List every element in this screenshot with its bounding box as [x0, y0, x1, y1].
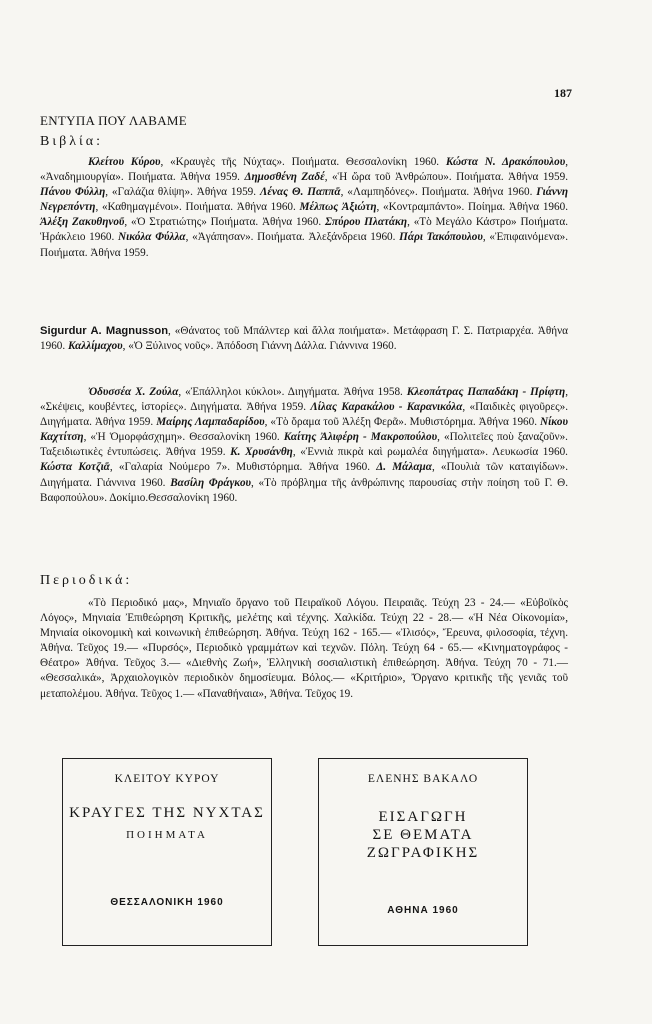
- entry-text: , «Γαλαρία Νούμερο 7». Μυθιστόρημα. Ἀθήνα 1960.: [109, 461, 377, 474]
- book-ad-kyrou: [62, 758, 272, 946]
- ad-subtitle: ΠΟΙΗΜΑΤΑ: [126, 829, 208, 841]
- author-name: Κ. Χρυσάνθη: [230, 446, 293, 459]
- books-paragraph-2: [40, 324, 568, 354]
- entry-text: , «Τὸ ὅραμα τοῦ Ἀλέξη Φερᾶ». Μυθιστόρημα. Ἀθήνα 1960.: [264, 416, 541, 429]
- ad-title-line-2: ΣΕ ΘΕΜΑΤΑ: [372, 827, 474, 843]
- books-heading: Βιβλία:: [40, 134, 104, 149]
- author-name: Μαίρης Λαμπαδαρίδου: [156, 416, 265, 429]
- author-name: Κώστα Ν. Δρακόπουλου: [445, 156, 566, 168]
- author-name: Νικόλα Φύλλα: [118, 231, 186, 244]
- author-name: Δημοσθένη Ζαδέ: [244, 171, 325, 184]
- author-name: Πάνου Φύλλη: [40, 186, 106, 199]
- author-name: Λένας Θ. Παππᾶ: [259, 186, 341, 199]
- entry-text: , «Ἐπάλληλοι κύκλοι». Διηγήματα. Ἀθήνα 1958.: [178, 386, 407, 398]
- entry-text: , «Λαμπηδόνες». Ποιήματα. Ἀθήνα 1960.: [340, 186, 537, 199]
- entry-text: , «Σκέψεις, κουβέντες, ἱστορίες». Διηγήματα. Ἀθήνα 1959.: [40, 386, 568, 414]
- author-name: Sigurdur A. Magnusson: [40, 325, 169, 337]
- entry-text: , «Ὁ Στρατιώτης» Ποιήματα. Ἀθήνα 1960.: [124, 216, 325, 229]
- ad-title: ΚΡΑΥΓΕΣ ΤΗΣ ΝΥΧΤΑΣ: [69, 805, 265, 821]
- entry-text: , «Ἐπιφαινόμενα». Ποιήματα. Ἀθήνα 1959.: [40, 231, 568, 259]
- author-name: Λίλας Καρακάλου - Καρανικόλα: [310, 401, 463, 414]
- entry-text: , «Ἡ ὥρα τοῦ Ἀνθρώπου». Ποιήματα. Ἀθήνα 1959.: [324, 171, 568, 184]
- ad-title-line-1: ΕΙΣΑΓΩΓΗ: [378, 809, 468, 825]
- entry-text: , «Ἐννιὰ πικρὰ καὶ ρωμαλέα διηγήματα». Λευκωσία 1960.: [292, 446, 568, 459]
- ad-place: ΑΘΗΝΑ 1960: [387, 905, 459, 916]
- ad-title-line-3: ΖΩΓΡΑΦΙΚΗΣ: [366, 845, 480, 861]
- author-name: Δ. Μάλαμα: [376, 461, 432, 474]
- books-paragraph-1: [40, 155, 568, 261]
- author-name: Ἀλέξη Ζακυθηνοῦ: [40, 216, 125, 229]
- entry-text: , «Ἀναδημιουργία». Ποιήματα. Ἀθήνα 1959.: [40, 156, 568, 184]
- entry-text: , «Κοντραμπάντο». Ποίημα. Ἀθήνα 1960.: [376, 201, 568, 214]
- ad-author: ΕΛΕΝΗΣ ΒΑΚΑΛΟ: [367, 773, 479, 785]
- entry-text: , «Πουλιὰ τῶν καταιγίδων». Διηγήματα. Γιάννινα 1960.: [40, 461, 569, 489]
- author-name: Πάρι Τακόπουλου: [399, 231, 483, 244]
- entry-text: , «Κραυγὲς τῆς Νύχτας». Ποιήματα. Θεσσαλονίκη 1960.: [160, 156, 446, 168]
- entry-text: , «Τὸ πρόβλημα τῆς ἀνθρώπινης παρουσίας στὴν ποίηση τοῦ Γ. Θ. Βαφοπούλου». Δοκίμιο.Θεσσαλονίκη 1960.: [40, 476, 568, 504]
- author-name: Βασίλη Φράγκου: [170, 476, 252, 489]
- author-name: Γιάννη Νεγρεπόντη: [40, 186, 569, 214]
- page-header: ΕΝΤΥΠΑ ΠΟΥ ΛΑΒΑΜΕ: [40, 113, 188, 128]
- author-name: Μέλπως Ἀξιώτη: [299, 201, 377, 214]
- entry-text: , «Ἡ Ὁμορφάσχημη». Θεσσαλονίκη 1960.: [83, 431, 284, 444]
- entry-text: , «Πολιτεῖες ποὺ ξαναζοῦν». Ταξειδιωτικὲς ἐντυπώσεις. Ἀθήνα 1959.: [40, 431, 568, 459]
- page-number: 187: [554, 86, 572, 100]
- entry-text: , «Ἀγάπησαν». Ποιήματα. Ἀλεξάνδρεια 1960.: [185, 231, 400, 244]
- ad-author: ΚΛΕΙΤΟΥ ΚΥΡΟΥ: [114, 773, 220, 785]
- author-name: Κλεοπάτρας Παπαδάκη - Πρίφτη: [406, 386, 566, 398]
- periodicals-heading: Περιοδικά:: [40, 573, 133, 588]
- author-name: Κώστα Κοτζιᾶ: [40, 461, 110, 474]
- author-name: Κλείτου Κύρου: [88, 156, 161, 168]
- entry-text: , «Γαλάζια θλίψη». Ἀθήνα 1959.: [105, 186, 260, 199]
- books-paragraph-3: [40, 385, 568, 506]
- ad-place: ΘΕΣΣΑΛΟΝΙΚΗ 1960: [110, 897, 224, 908]
- author-name: Νίκου Καχτίτση: [40, 416, 568, 444]
- author-name: Καλλίμαχου: [67, 340, 123, 353]
- entry-text: , «Καθημαγμένοι». Ποιήματα. Ἀθήνα 1960.: [95, 201, 300, 214]
- entry-text: , «Παιδικὲς φιγοῦρες». Διηγήματα. Ἀθήνα 1959.: [40, 401, 568, 429]
- author-name: Ὀδυσσέα Χ. Ζούλα: [88, 386, 179, 398]
- book-ad-vakalo: [318, 758, 528, 946]
- author-name: Καίτης Ἀλιφέρη - Μακροπούλου: [283, 431, 438, 444]
- author-name: Σπύρου Πλατάκη: [324, 216, 408, 229]
- entry-text: , «Ὁ Ξύλινος νοῦς». Ἀπόδοση Γιάννη Δάλλα. Γιάννινα 1960.: [122, 340, 397, 353]
- periodicals-paragraph: «Τὸ Περιοδικό μας», Μηνιαῖο ὄργανο τοῦ Πειραϊκοῦ Λόγου. Πειραιᾶς. Τεύχη 23 - 24.— «Εὐβοϊκὸς Λόγος», Μηνιαία Ἐπιθεώρηση Κριτικῆς, μελέτης καὶ τέχνης. Χαλκίδα. Τεύχη 22 - 28.— «Ἡ Νέα Οἰκονομία», Μηνιαία οἰκονομικὴ καὶ κοινωνικὴ ἐπιθεώρηση. Ἀθήνα. Τεύχη 162 - 165.— «Ἰλισός», Ἔρευνα, φιλοσοφία, τέχνη. Ἀθήνα. Τεῦχος 19.— «Πυρσός», Περιοδικὸ γραμμάτων καὶ τεχνῶν. Πόλη. Τεύχη 64 - 65.— «Κινηματογράφος - Θέατρο» Ἀθήνα. Τεῦχος 3.— «Διεθνὴς Ζωή», Ἑλληνικὴ σοσιαλιστικὴ ἐπιθεώρηση. Ἀθήνα. Τεύχη 70 - 71.— «Θεσσαλικά», Ἀρχαιολογικὸν περιοδικὸν δημοσίευμα. Βόλος.— «Κριτήριο», Ὄργανο κριτικῆς τῆς γενιᾶς τοῦ μεταπολέμου. Ἀθήνα. Τεῦχος 1.— «Παναθήναια», Ἀθήνα. Τεῦχος 19.: [40, 597, 568, 700]
- entry-text: , «Τὸ Μεγάλο Κάστρο» Ποιήματα. Ἡράκλειο 1960.: [40, 216, 568, 244]
- entry-text: , «Θάνατος τοῦ Μπάλντερ καὶ ἄλλα ποιήματα». Μετάφραση Γ. Σ. Πατριαρχέα. Ἀθήνα 1960.: [40, 325, 568, 353]
